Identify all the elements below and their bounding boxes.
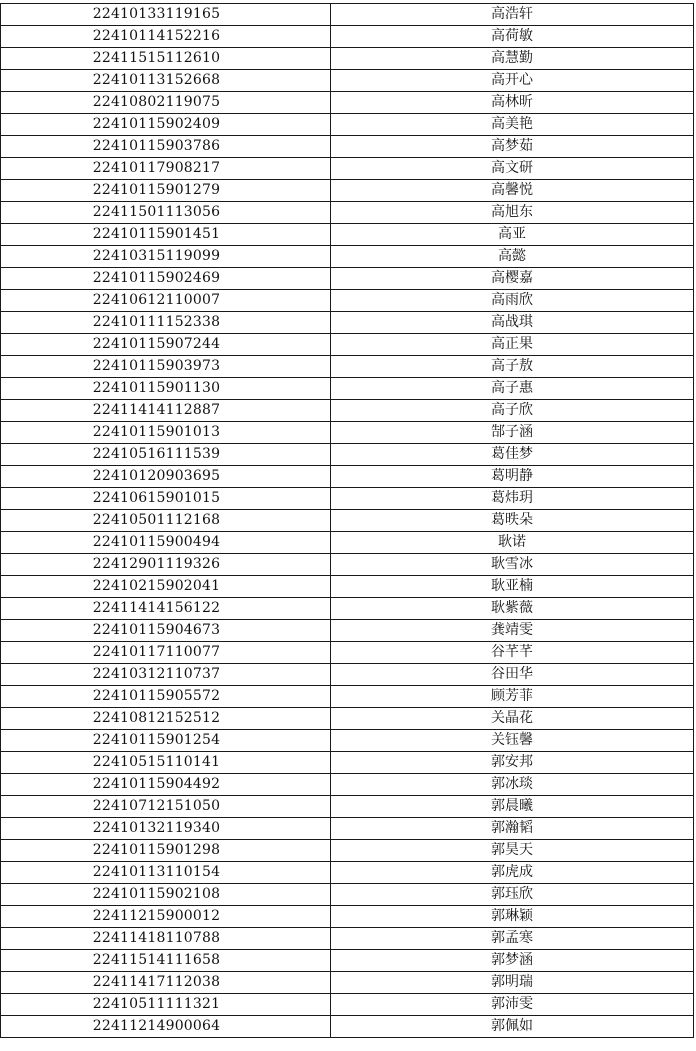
table-row: [1, 466, 694, 488]
student-id-cell: 22410115900494: [1, 532, 331, 554]
student-name-cell: 郜子涵: [331, 422, 694, 444]
table-row: [1, 356, 694, 378]
student-id-cell: 22410133119165: [1, 4, 331, 26]
table-row: [1, 950, 694, 972]
table-row: [1, 246, 694, 268]
student-name-cell: 高子惠: [331, 378, 694, 400]
table-row: [1, 312, 694, 334]
student-id-cell: 22410111152338: [1, 312, 331, 334]
table-row: [1, 928, 694, 950]
table-row: [1, 620, 694, 642]
student-name-cell: 葛明静: [331, 466, 694, 488]
student-id-cell: 22410115901298: [1, 840, 331, 862]
student-name-cell: 高浩轩: [331, 4, 694, 26]
table-row: [1, 730, 694, 752]
student-id-cell: 22410113152668: [1, 70, 331, 92]
table-row: [1, 972, 694, 994]
table-row: [1, 224, 694, 246]
student-name-cell: 高荷敏: [331, 26, 694, 48]
table-row: [1, 994, 694, 1016]
table-row: [1, 510, 694, 532]
student-name-cell: 耿紫薇: [331, 598, 694, 620]
table-row: [1, 422, 694, 444]
student-id-cell: 22410115901451: [1, 224, 331, 246]
student-name-cell: 郭琳颖: [331, 906, 694, 928]
table-row: [1, 92, 694, 114]
student-name-cell: 郭晨曦: [331, 796, 694, 818]
table-row: [1, 554, 694, 576]
student-name-cell: 高雨欣: [331, 290, 694, 312]
student-id-cell: 22410511111321: [1, 994, 331, 1016]
table-row: [1, 708, 694, 730]
student-name-cell: 关晶花: [331, 708, 694, 730]
table-row: [1, 400, 694, 422]
student-id-cell: 22410114152216: [1, 26, 331, 48]
student-id-cell: 22411418110788: [1, 928, 331, 950]
student-id-cell: 22410120903695: [1, 466, 331, 488]
student-id-cell: 22410516111539: [1, 444, 331, 466]
student-name-cell: 郭沛雯: [331, 994, 694, 1016]
student-id-cell: 22410115902108: [1, 884, 331, 906]
student-name-cell: 郭梦涵: [331, 950, 694, 972]
student-id-cell: 22410515110141: [1, 752, 331, 774]
student-id-cell: 22411414112887: [1, 400, 331, 422]
student-name-cell: 高梦茹: [331, 136, 694, 158]
student-name-cell: 龚靖雯: [331, 620, 694, 642]
student-id-cell: 22410115901279: [1, 180, 331, 202]
table-row: [1, 884, 694, 906]
student-name-cell: 关钰馨: [331, 730, 694, 752]
table-row: [1, 378, 694, 400]
table-row: [1, 862, 694, 884]
student-list-table: [0, 3, 694, 1038]
student-name-cell: 高懿: [331, 246, 694, 268]
student-id-cell: 22411417112038: [1, 972, 331, 994]
table-row: [1, 488, 694, 510]
student-name-cell: 高子敖: [331, 356, 694, 378]
student-name-cell: 高林昕: [331, 92, 694, 114]
student-id-cell: 22410115901130: [1, 378, 331, 400]
table-row: [1, 598, 694, 620]
table-row: [1, 796, 694, 818]
table-row: [1, 4, 694, 26]
student-name-cell: 高正果: [331, 334, 694, 356]
student-id-cell: 22410115901254: [1, 730, 331, 752]
student-id-cell: 22410615901015: [1, 488, 331, 510]
student-name-cell: 高旭东: [331, 202, 694, 224]
student-id-cell: 22410115904673: [1, 620, 331, 642]
student-name-cell: 高馨悦: [331, 180, 694, 202]
student-id-cell: 22412901119326: [1, 554, 331, 576]
student-id-cell: 22410115902469: [1, 268, 331, 290]
table-row: [1, 114, 694, 136]
student-name-cell: 郭冰琰: [331, 774, 694, 796]
student-id-cell: 22410115901013: [1, 422, 331, 444]
student-id-cell: 22411514111658: [1, 950, 331, 972]
table-row: [1, 686, 694, 708]
table-row: [1, 48, 694, 70]
student-id-cell: 22410113110154: [1, 862, 331, 884]
student-id-cell: 22410132119340: [1, 818, 331, 840]
table-row: [1, 70, 694, 92]
student-name-cell: 耿雪冰: [331, 554, 694, 576]
student-name-cell: 葛昳朵: [331, 510, 694, 532]
student-id-cell: 22410115903786: [1, 136, 331, 158]
student-id-cell: 22410802119075: [1, 92, 331, 114]
student-name-cell: 高开心: [331, 70, 694, 92]
student-name-cell: 郭孟寒: [331, 928, 694, 950]
student-id-cell: 22410115904492: [1, 774, 331, 796]
student-id-cell: 22411515112610: [1, 48, 331, 70]
table-row: [1, 818, 694, 840]
student-id-cell: 22410312110737: [1, 664, 331, 686]
student-id-cell: 22410115907244: [1, 334, 331, 356]
student-name-cell: 高文研: [331, 158, 694, 180]
student-name-cell: 高子欣: [331, 400, 694, 422]
student-id-cell: 22411414156122: [1, 598, 331, 620]
student-id-cell: 22410812152512: [1, 708, 331, 730]
table-row: [1, 1016, 694, 1038]
table-row: [1, 664, 694, 686]
student-id-cell: 22410115902409: [1, 114, 331, 136]
table-row: [1, 840, 694, 862]
student-name-cell: 高美艳: [331, 114, 694, 136]
student-name-cell: 高亚: [331, 224, 694, 246]
student-name-cell: 顾芳菲: [331, 686, 694, 708]
student-id-cell: 22411215900012: [1, 906, 331, 928]
table-row: [1, 136, 694, 158]
table-row: [1, 752, 694, 774]
student-list-body: [1, 4, 694, 1038]
student-name-cell: 郭昊天: [331, 840, 694, 862]
table-row: [1, 774, 694, 796]
student-id-cell: 22410117110077: [1, 642, 331, 664]
student-name-cell: 葛佳梦: [331, 444, 694, 466]
student-name-cell: 耿亚楠: [331, 576, 694, 598]
table-row: [1, 180, 694, 202]
table-row: [1, 906, 694, 928]
table-row: [1, 444, 694, 466]
student-name-cell: 郭明瑞: [331, 972, 694, 994]
student-name-cell: 高战琪: [331, 312, 694, 334]
student-id-cell: 22410712151050: [1, 796, 331, 818]
table-row: [1, 642, 694, 664]
student-id-cell: 22410315119099: [1, 246, 331, 268]
table-row: [1, 158, 694, 180]
student-id-cell: 22410612110007: [1, 290, 331, 312]
student-name-cell: 郭佩如: [331, 1016, 694, 1038]
student-id-cell: 22411501113056: [1, 202, 331, 224]
student-id-cell: 22410117908217: [1, 158, 331, 180]
student-id-cell: 22410215902041: [1, 576, 331, 598]
table-row: [1, 26, 694, 48]
student-name-cell: 耿诺: [331, 532, 694, 554]
student-name-cell: 郭瀚韬: [331, 818, 694, 840]
student-name-cell: 高慧勤: [331, 48, 694, 70]
student-name-cell: 郭安邦: [331, 752, 694, 774]
student-name-cell: 谷芊芊: [331, 642, 694, 664]
student-id-cell: 22410501112168: [1, 510, 331, 532]
student-name-cell: 葛炜玥: [331, 488, 694, 510]
table-row: [1, 202, 694, 224]
table-row: [1, 532, 694, 554]
table-row: [1, 268, 694, 290]
student-id-cell: 22410115903973: [1, 356, 331, 378]
student-id-cell: 22411214900064: [1, 1016, 331, 1038]
table-row: [1, 334, 694, 356]
student-name-cell: 郭珏欣: [331, 884, 694, 906]
student-id-cell: 22410115905572: [1, 686, 331, 708]
student-name-cell: 谷田华: [331, 664, 694, 686]
student-name-cell: 郭虎成: [331, 862, 694, 884]
table-row: [1, 290, 694, 312]
table-row: [1, 576, 694, 598]
student-name-cell: 高樱嘉: [331, 268, 694, 290]
